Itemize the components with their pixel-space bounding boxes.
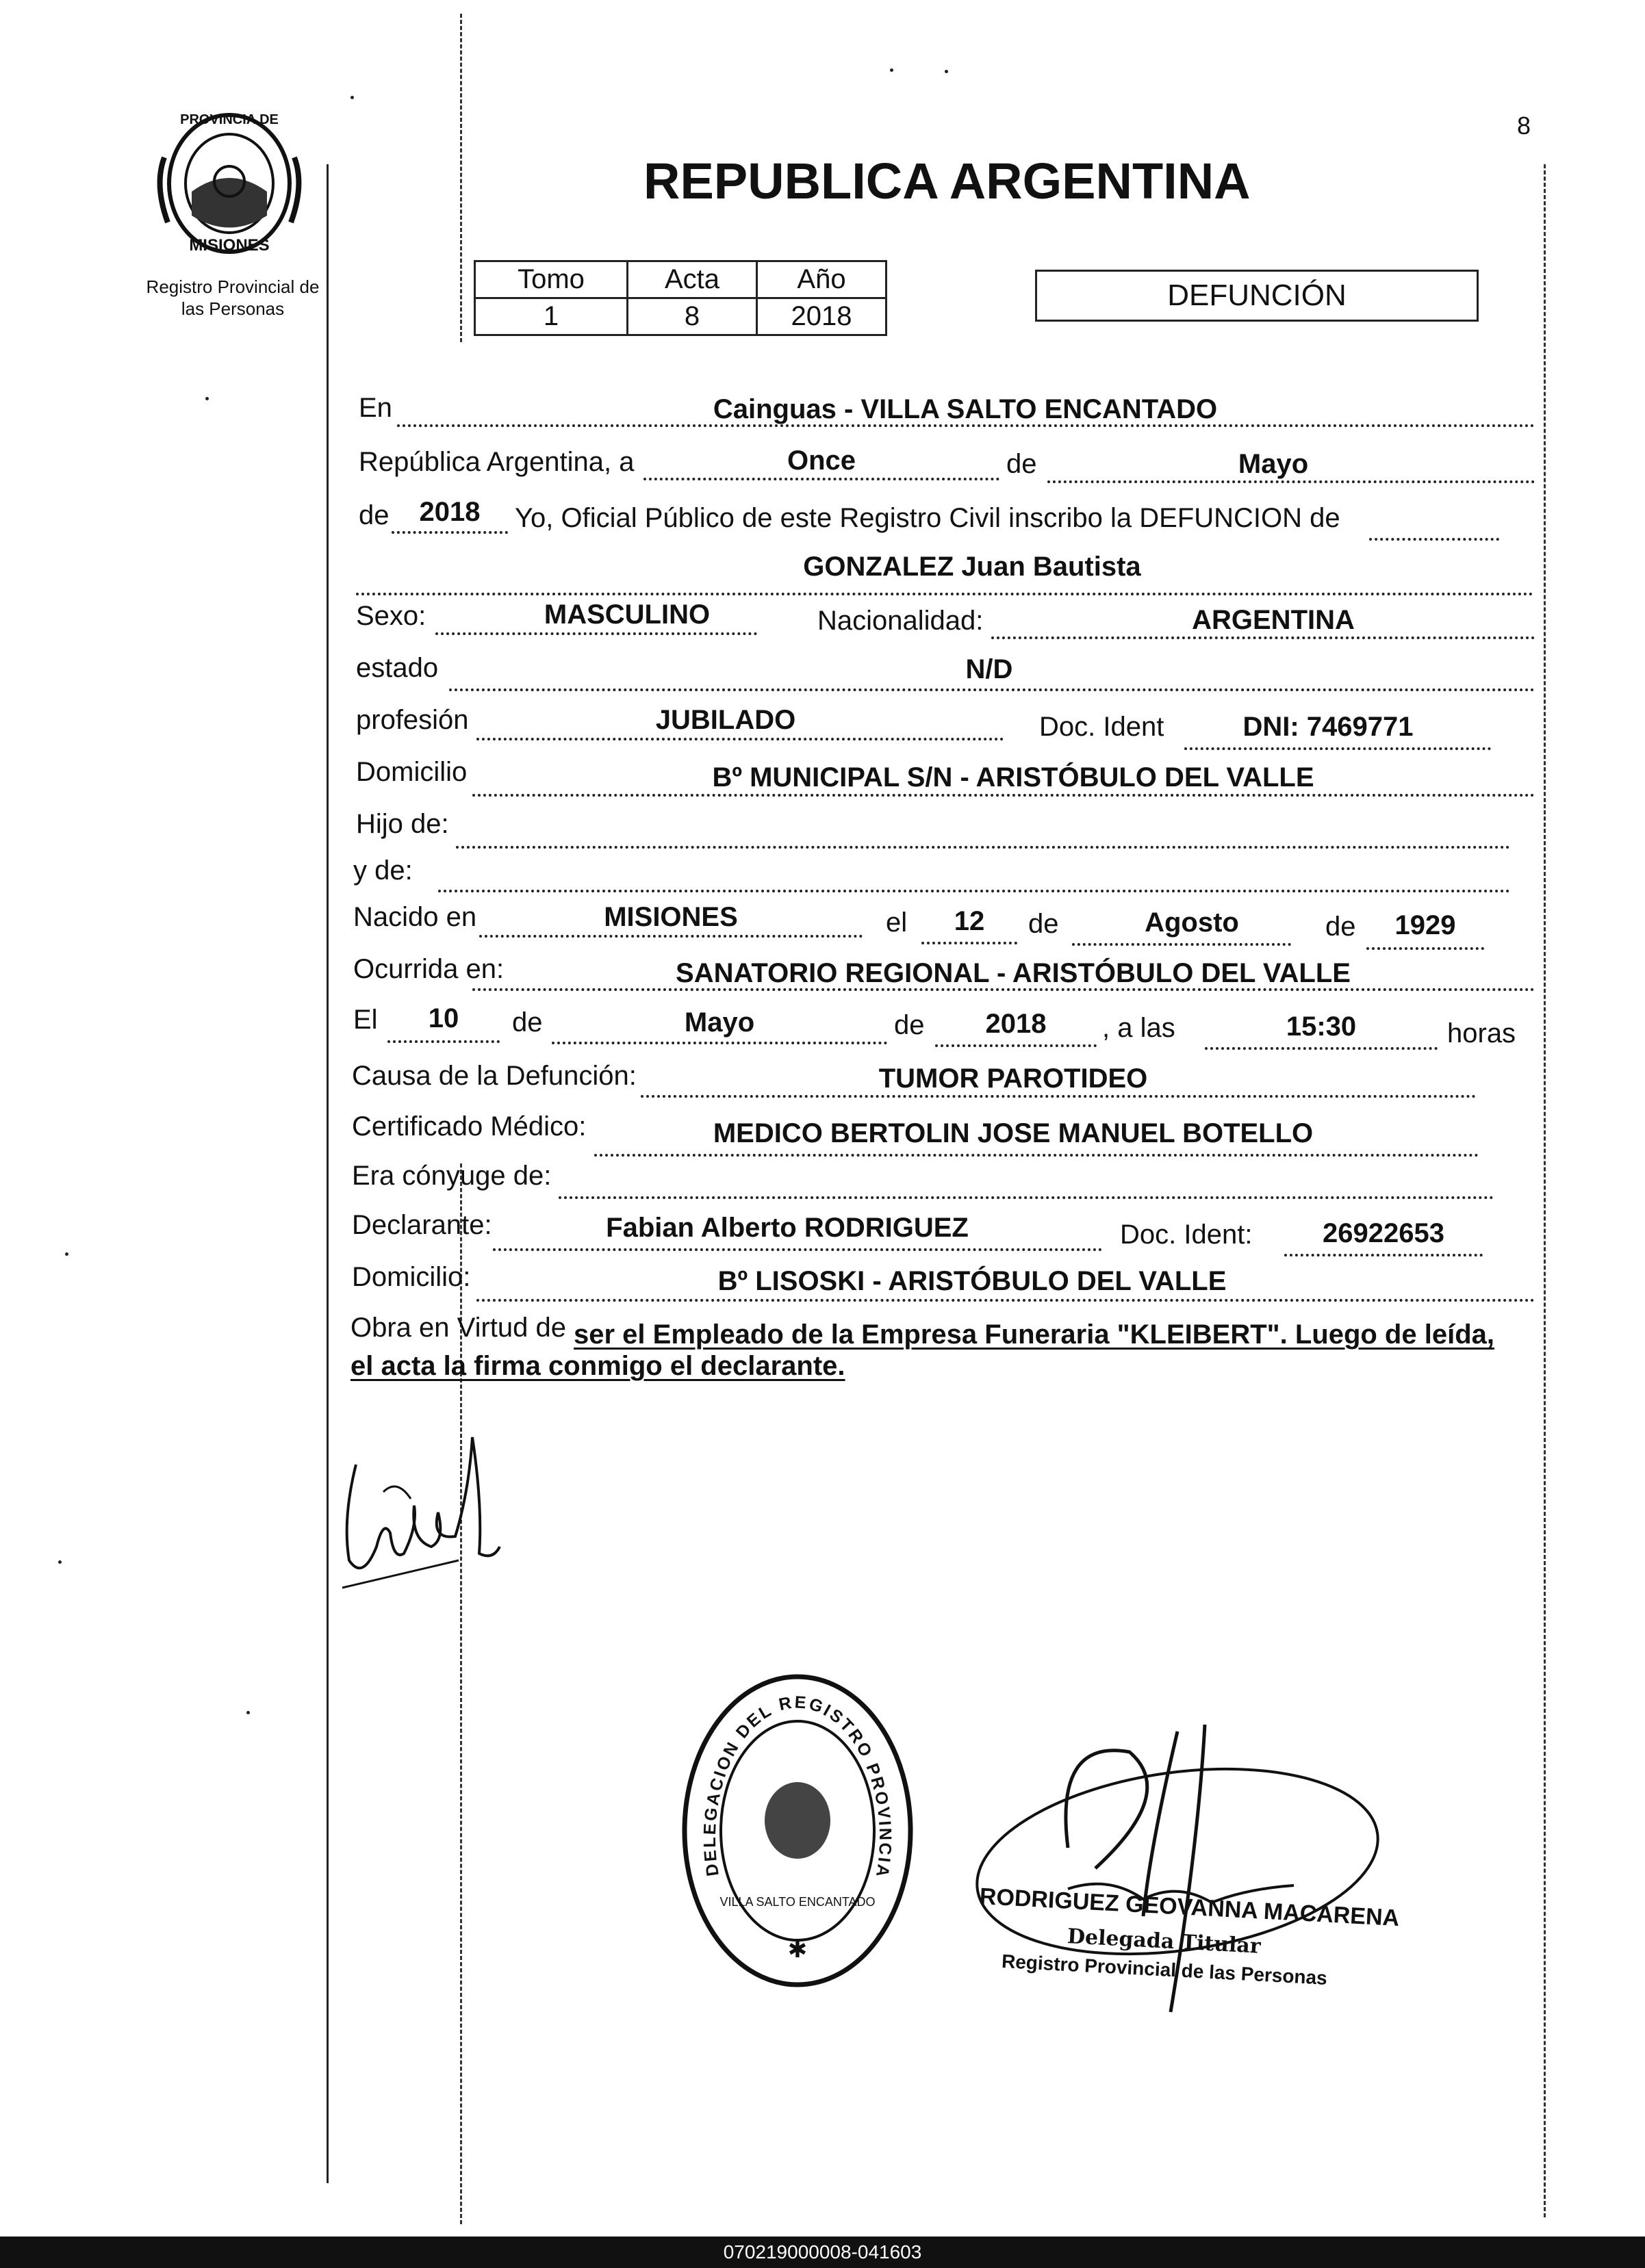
death-month-underline [552,1042,887,1044]
doc-ident-value: DNI: 7469771 [1242,712,1414,742]
official-name: RODRIGUEZ GEOVANNA MACARENA [979,1883,1401,1932]
registry-line-2: las Personas [181,298,285,319]
estado-value: N/D [965,654,1013,684]
horas-label: horas [1447,1018,1516,1048]
en-label: En [359,393,392,423]
stamp-seal-icon [678,1670,917,1992]
record-table-cell: 2018 [757,298,887,335]
death-time-value: 15:30 [1286,1011,1357,1042]
death-year-value: 2018 [985,1009,1047,1039]
decl-doc-underline [1284,1254,1483,1257]
doc-ident-underline [1184,747,1491,750]
birth-month-value: Agosto [1145,907,1239,938]
record-table-header: Tomo [475,261,628,298]
scan-speck [246,1711,250,1714]
decl-domicilio-label: Domicilio: [352,1262,471,1292]
domicilio-underline [472,794,1535,797]
record-table-value-row [475,298,887,335]
registry-line-1: Registro Provincial de [146,276,320,297]
death-month-value: Mayo [684,1007,755,1038]
record-table-cell: 1 [475,298,628,335]
nacionalidad-underline [991,636,1535,639]
declarant-signature [335,1423,513,1601]
record-table-header: Año [757,261,887,298]
hijo-underline [456,846,1510,849]
death-de2-label: de [894,1010,925,1040]
stamp-inner-text: VILLA SALTO ENCANTADO [719,1895,876,1909]
domicilio-value: Bº MUNICIPAL S/N - ARISTÓBULO DEL VALLE [712,762,1314,792]
day-words-value: Once [787,446,856,476]
seal-text-top: PROVINCIA DE [180,112,279,127]
record-table-cell: 8 [628,298,757,335]
document-id-footer: 070219000008-041603 [0,2237,1645,2268]
nacido-label: Nacido en [353,902,477,932]
deceased-name: GONZALEZ Juan Bautista [803,552,1141,582]
de-label: de [1006,449,1037,479]
birth-day-underline [921,942,1017,944]
causa-underline [641,1095,1476,1098]
record-table-header: Acta [628,261,757,298]
obra-label: Obra en Virtud de [350,1313,567,1343]
ocurrida-value: SANATORIO REGIONAL - ARISTÓBULO DEL VALLE [676,958,1351,988]
fold-mark-center [460,14,462,342]
nacido-value: MISIONES [604,902,738,932]
place-value: Cainguas - VILLA SALTO ENCANTADO [713,394,1218,424]
year-value: 2018 [419,497,481,527]
scan-speck [205,397,209,400]
hijo-label: Hijo de: [356,809,449,839]
declarante-label: Declarante: [352,1210,492,1240]
sexo-underline-line [435,632,757,635]
decl-domicilio-underline [476,1299,1535,1302]
intro-text: Yo, Oficial Público de este Registro Civil inscribo la DEFUNCION de [515,503,1340,533]
deceased-name-underline [356,593,1533,595]
record-type-label: DEFUNCIÓN [1167,279,1347,312]
death-year-underline [935,1044,1097,1047]
republica-label: República Argentina, a [359,447,635,477]
death-day-underline [387,1040,500,1043]
causa-label: Causa de la Defunción: [352,1061,637,1091]
birth-day-value: 12 [954,906,985,936]
certificado-label: Certificado Médico: [352,1111,587,1142]
fold-mark-right [1544,164,1546,2217]
declarante-underline [493,1248,1102,1251]
certificado-underline [594,1154,1479,1157]
causa-value: TUMOR PAROTIDEO [878,1064,1148,1094]
seal-text-bottom: MISIONES [189,236,270,255]
record-table [474,260,887,336]
scan-speck [58,1560,62,1564]
profesion-label: profesión [356,705,469,735]
conyuge-underline [559,1196,1494,1199]
estado-underline [449,688,1535,691]
doc-ident-label: Doc. Ident [1039,712,1164,742]
estado-label: estado [356,653,439,683]
death-day-value: 10 [428,1003,459,1033]
province-seal [151,103,308,260]
conyuge-label: Era cónyuge de: [352,1161,552,1191]
ocurrida-label: Ocurrida en: [353,954,505,984]
obra-text-line-2: el acta la firma conmigo el declarante. [350,1351,845,1381]
intro-underline [1369,538,1499,541]
domicilio-label: Domicilio [356,757,468,787]
left-margin-line [327,164,329,2183]
record-table-header-row [475,261,887,298]
declarante-value: Fabian Alberto RODRIGUEZ [606,1213,969,1243]
birth-month-underline [1072,943,1291,946]
page-title: REPUBLICA ARGENTINA [643,153,1251,209]
official-stamp [678,1670,917,1992]
decl-doc-value: 26922653 [1323,1218,1444,1248]
year-prefix-label: de [359,500,390,530]
official-office: Registro Provincial de las Personas [1001,1950,1328,1989]
certificado-value: MEDICO BERTOLIN JOSE MANUEL BOTELLO [713,1118,1314,1148]
birth-de2-label: de [1325,912,1356,942]
month-value: Mayo [1238,449,1309,479]
scan-speck [890,68,893,72]
month-underline [1047,480,1535,483]
stamp-ring-text: DELEGACION DEL REGISTRO PROVINCIA [700,1692,895,1881]
decl-domicilio-value: Bº LISOSKI - ARISTÓBULO DEL VALLE [717,1266,1227,1296]
place-underline [397,424,1535,427]
sexo-label: Sexo: [356,601,426,631]
scan-speck [945,70,948,73]
nacionalidad-value: ARGENTINA [1192,605,1355,635]
day-words-underline [643,478,999,480]
year-underline [392,531,508,534]
death-el-label: El [353,1005,378,1035]
nacionalidad-label: Nacionalidad: [817,606,984,636]
obra-text-line-1: ser el Empleado de la Empresa Funeraria "KLEIBERT". Luego de leída, [574,1319,1494,1350]
page-number: 8 [1517,112,1531,140]
birth-el-label: el [886,907,908,938]
record-type-box [1035,270,1479,322]
scan-speck [65,1252,68,1256]
scan-speck [350,96,354,99]
yde-underline [438,890,1510,892]
death-de1-label: de [512,1007,543,1038]
yde-label: y de: [353,855,413,886]
decl-doc-label: Doc. Ident: [1120,1220,1253,1250]
profesion-underline-line [476,738,1004,740]
svg-text:✱: ✱ [787,1937,808,1963]
sexo-value: MASCULINO [544,600,711,630]
a-las-label: , a las [1102,1013,1175,1043]
official-role: Delegada Titular [1067,1924,1262,1959]
nacido-underline [479,935,863,938]
birth-year-underline [1366,947,1484,950]
birth-de1-label: de [1028,909,1059,939]
profesion-value: JUBILADO [655,705,796,735]
ocurrida-underline [472,988,1535,991]
death-time-underline [1205,1047,1438,1050]
birth-year-value: 1929 [1394,910,1456,940]
